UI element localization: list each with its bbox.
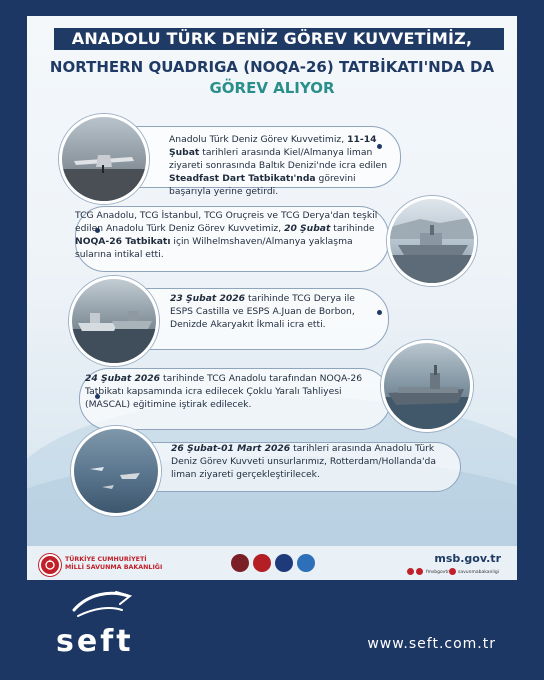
warship-port-photo <box>387 196 477 286</box>
seft-website[interactable]: www.seft.com.tr <box>367 636 496 652</box>
text-run: NOQA-26 Tatbikatı <box>75 236 171 247</box>
text-run: 20 Şubat <box>284 223 331 234</box>
item-5-text <box>171 442 461 481</box>
ministry-line-2: MİLLİ SAVUNMA BAKANLIĞI <box>65 564 163 571</box>
tcg-anadolu-photo <box>381 340 473 432</box>
naval-forces-emblem-icon <box>275 554 293 572</box>
text-run: 23 Şubat 2026 <box>170 293 246 304</box>
social-handle-1[interactable]: fmsbgovtr <box>426 570 450 575</box>
text-run: tarihinde TCG Derya ile ESPS Castilla ve ESPS A.Juan de Borbon, Denizde Akaryakıt İkmali icra etti. <box>170 293 355 330</box>
ministry-line-1: TÜRKİYE CUMHURİYETİ <box>65 556 147 563</box>
social-handle-2[interactable]: savunmabakanligi <box>458 570 499 575</box>
text-run: için Wilhelmshaven/Almanya yaklaşma sularına intikal etti. <box>75 236 353 260</box>
text-run: tarihleri arasında Anadolu Türk Deniz Görev Kuvveti unsurlarımız, Rotterdam/Hollanda'da liman ziyareti gerçekleştirilecek. <box>171 443 436 480</box>
text-run: 26 Şubat-01 Mart 2026 <box>171 443 291 454</box>
text-run: görevini başarıyla yerine getirdi. <box>169 173 356 197</box>
land-forces-emblem-icon <box>253 554 271 572</box>
refueling-ships-photo <box>69 276 159 366</box>
instagram-icon <box>449 568 456 575</box>
drone-on-deck-photo <box>59 114 149 204</box>
text-run: tarihinde TCG Anadolu tarafından NOQA-26 Tatbikatı kapsamında icra edilecek Çoklu Yaralı Tahliyesi (MASCAL) eğitimine iştirak edilecek. <box>85 373 363 410</box>
item-2-text <box>75 209 385 261</box>
social-icon <box>416 568 423 575</box>
text-run: TCG Anadolu, TCG İstanbul, TCG Oruçreis ve TCG Derya'dan teşkil edilen Anadolu Türk Deniz Görev Kuvvetimiz, <box>75 210 378 234</box>
headline-line-2: NORTHERN QUADRIGA (NOQA-26) TATBİKATI'NDA DA <box>49 58 495 76</box>
text-run: 11-14 Şubat <box>169 134 377 158</box>
footer-bar <box>27 546 517 580</box>
item-3-text <box>170 292 380 331</box>
social-icon <box>407 568 414 575</box>
air-forces-emblem-icon <box>297 554 315 572</box>
text-run: Anadolu Türk Deniz Görev Kuvvetimiz, <box>169 134 348 145</box>
infographic-card <box>27 16 517 580</box>
fleet-aerial-photo <box>71 426 161 516</box>
msb-emblem-icon <box>39 554 61 576</box>
text-run: 24 Şubat 2026 <box>85 373 161 384</box>
general-staff-emblem-icon <box>231 554 249 572</box>
msb-website[interactable]: msb.gov.tr <box>434 552 501 565</box>
item-1-text <box>169 133 395 198</box>
text-run: Steadfast Dart Tatbikatı'nda <box>169 173 316 184</box>
text-run: tarihleri arasında Kiel/Almanya liman ziyareti sonrasında Baltık Denizi'nde icra edilen <box>169 147 388 171</box>
headline-line-1: ANADOLU TÜRK DENİZ GÖREV KUVVETİMİZ, <box>71 29 473 48</box>
text-run: tarihinde <box>330 223 375 234</box>
item-4-text <box>85 372 375 411</box>
seft-wordmark: seft <box>56 624 134 659</box>
headline-line-3: GÖREV ALIYOR <box>209 79 335 97</box>
